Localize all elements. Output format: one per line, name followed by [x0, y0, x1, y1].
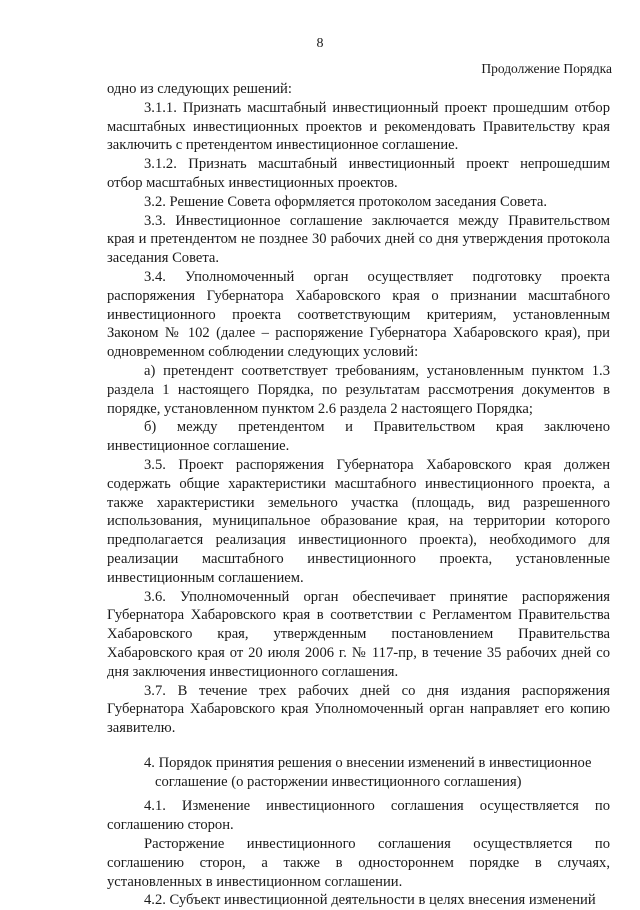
document-body	[107, 80, 610, 910]
paragraph-3-2: 3.2. Решение Совета оформляется протоколом заседания Совета.	[144, 193, 548, 210]
paragraph: одно из следующих решений:	[107, 81, 292, 97]
paragraph-3-3: 3.3. Инвестиционное соглашение заключается между Правительством края и претендентом не позднее 30 рабочих дней со дня утверждения протокола заседания Совета.	[107, 212, 610, 267]
paragraph-3-5: 3.5. Проект распоряжения Губернатора Хабаровского края должен содержать общие характеристики масштабного инвестиционного проекта, а также характеристики земельного участка (площадь, вид разрешенного использования, муниципальное образование края, на территории которого предполагается реализация инвестиционного проекта), необходимого для реализации масштабного инвестиционного проекта, установленные инвестиционным соглашением.	[107, 456, 610, 586]
paragraph-4-2: 4.2. Субъект инвестиционной деятельности в целях внесения изменений	[144, 892, 596, 909]
page-number: 8	[316, 36, 324, 51]
continuation-label: Продолжение Порядка	[481, 61, 612, 76]
paragraph-4-1: 4.1. Изменение инвестиционного соглашения осуществляется по соглашению сторон.	[107, 798, 610, 834]
paragraph-3-4: 3.4. Уполномоченный орган осуществляет подготовку проекта распоряжения Губернатора Хабаровского края о признании масштабного инвестиционного проекта соответствующим критериям, установленным Законом № 102 (далее – распоряжение Губернатора Хабаровского края), при одновременном соблюдении следующих условий:	[107, 268, 610, 361]
paragraph-3-1-2: 3.1.2. Признать масштабный инвестиционный проект непрошедшим отбор масштабных инвестиционных проектов.	[107, 156, 610, 191]
paragraph-4-1-termination: Расторжение инвестиционного соглашения осуществляется по соглашению сторон, а также в одностороннем порядке в случаях, установленных в инвестиционном соглашении.	[107, 836, 610, 890]
section-4-heading: 4. Порядок принятия решения о внесении изменений в инвестиционное соглашение (о расторжении инвестиционного соглашения)	[144, 754, 592, 790]
paragraph-3-4-a: а) претендент соответствует требованиям, установленным пунктом 1.3 раздела 1 настоящего Порядка, по результатам рассмотрения документов в порядке, установленном пунктом 2.6 раздела 2 настоящего Порядка;	[107, 362, 610, 417]
paragraph-3-7: 3.7. В течение трех рабочих дней со дня издания распоряжения Губернатора Хабаровского края Уполномоченный орган направляет его копию заявителю.	[107, 682, 610, 737]
paragraph-3-4-b: б) между претендентом и Правительством края заключено инвестиционное соглашение.	[107, 419, 610, 455]
paragraph-3-1-1: 3.1.1. Признать масштабный инвестиционный проект прошедшим отбор масштабных инвестиционных проектов и рекомендовать Правительству края заключить с претендентом инвестиционное соглашение.	[107, 99, 610, 154]
paragraph-3-6: 3.6. Уполномоченный орган обеспечивает принятие распоряжения Губернатора Хабаровского края в соответствии с Регламентом Правительства Хабаровского края, утвержденным постановлением Правительства Хабаровского края от 20 июля 2006 г. № 117-пр, в течение 35 рабочих дней со дня заключения инвестиционного соглашения.	[107, 588, 610, 680]
